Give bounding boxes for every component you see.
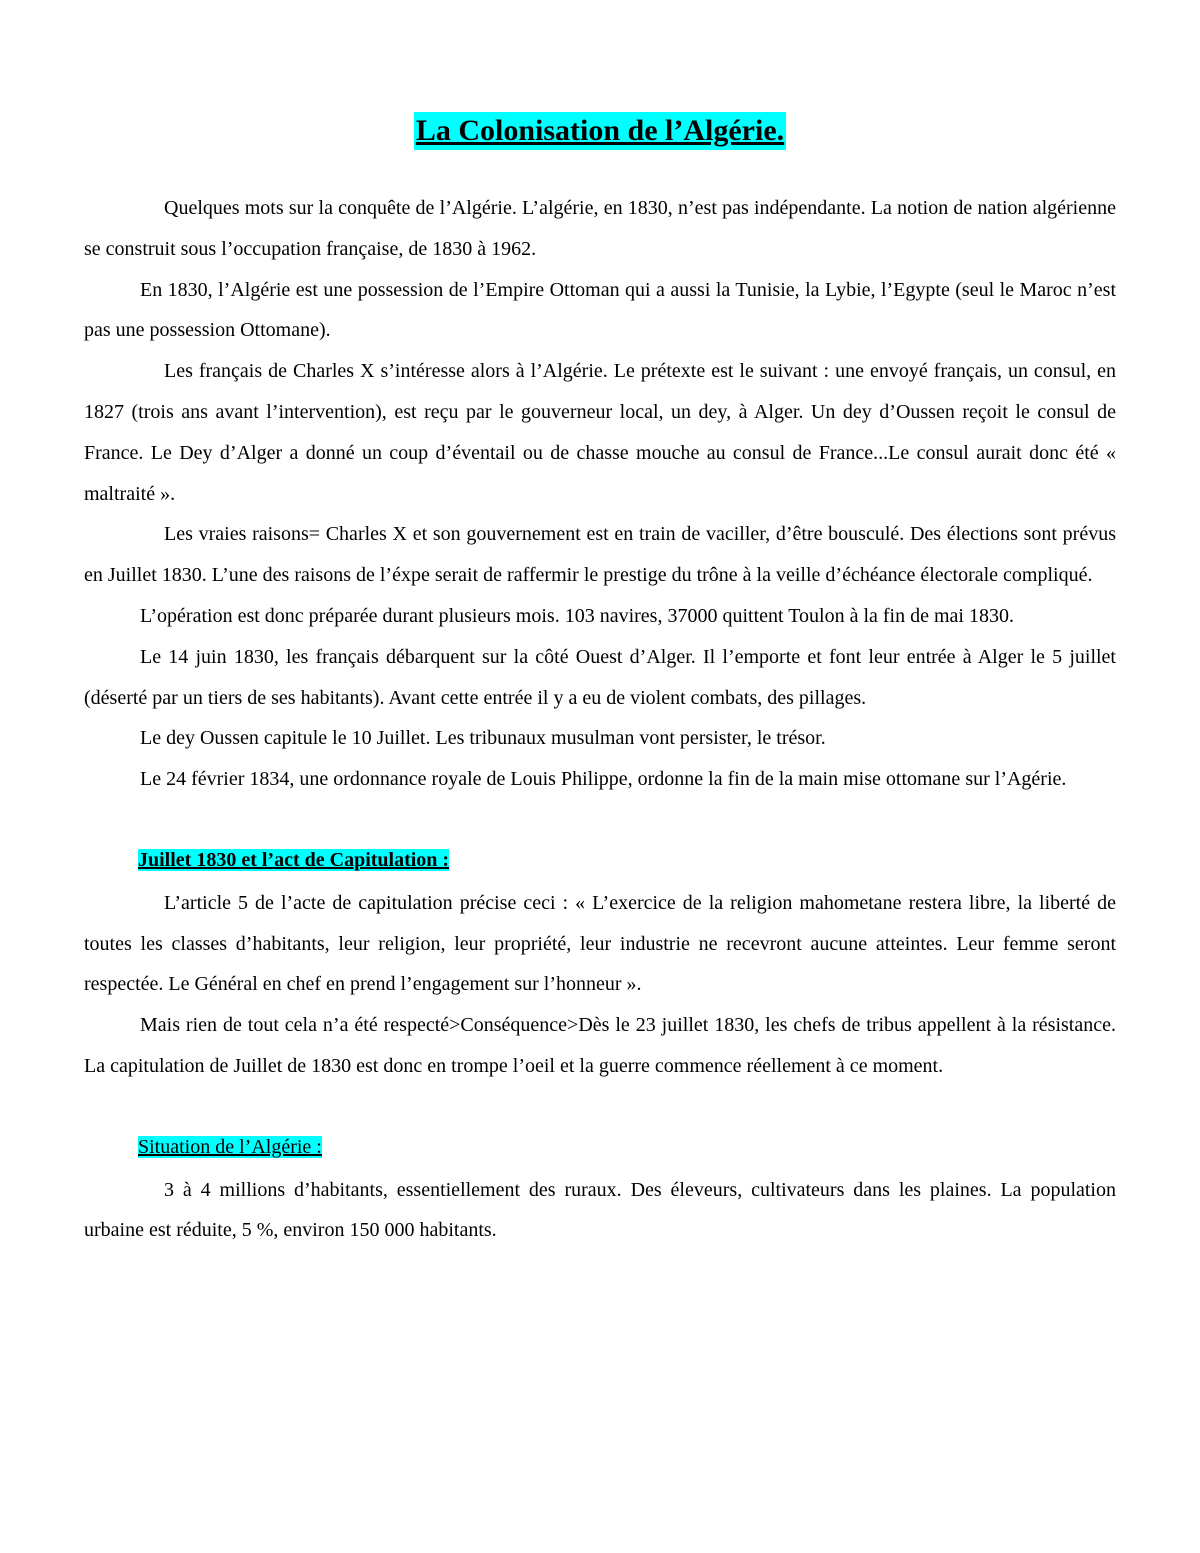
intro-paragraph-2: En 1830, l’Algérie est une possession de l’Empire Ottoman qui a aussi la Tunisie, la Lybie, l’Egypte (seul le Maroc n’est pas une possession Ottomane). <box>84 278 1116 342</box>
intro-paragraph-3: Les français de Charles X s’intéresse alors à l’Algérie. Le prétexte est le suivant : une envoyé français, un consul, en 1827 (trois ans avant l’intervention), est reçu par le gouverneur local, un dey, à Alger. Un dey d’Oussen reçoit le consul de France. Le Dey d’Alger a donné un coup d’éventail ou de chasse mouche au consul de France...Le consul aurait donc été « maltraité ». <box>84 360 1116 505</box>
intro-paragraph-4: Les vraies raisons= Charles X et son gouvernement est en train de vaciller, d’être bousculé. Des élections sont prévus en Juillet 1830. L’une des raisons de l’éxpe serait de raffermir le prestige du trône à la veille d’échéance électorale compliqué. <box>84 523 1116 587</box>
situation-paragraph-1: 3 à 4 millions d’habitants, essentiellement des ruraux. Des éleveurs, cultivateurs dans les plaines. La population urbaine est réduite, 5 %, environ 150 000 habitants. <box>84 1178 1116 1242</box>
capitulation-paragraph-1: L’article 5 de l’acte de capitulation précise ceci : « L’exercice de la religion mahometane restera libre, la liberté de toutes les classes d’habitants, leur religion, leur propriété, leur industrie ne recevront aucune atteintes. Leur femme seront respectée. Le Général en chef en prend l’engagement sur l’honneur ». <box>84 891 1116 996</box>
intro-paragraph-6: Le 14 juin 1830, les français débarquent sur la côté Ouest d’Alger. Il l’emporte et font leur entrée à Alger le 5 juillet (déserté par un tiers de ses habitants). Avant cette entrée il y a eu de violent combats, des pillages. <box>84 645 1116 709</box>
title-container <box>84 112 1116 150</box>
section-heading-capitulation: Juillet 1830 et l’act de Capitulation : <box>138 848 450 871</box>
intro-paragraph-7: Le dey Oussen capitule le 10 Juillet. Les tribunaux musulman vont persister, le trésor. <box>140 727 826 750</box>
intro-paragraph-5: L’opération est donc préparée durant plusieurs mois. 103 navires, 37000 quittent Toulon à la fin de mai 1830. <box>140 604 1014 627</box>
section-heading-capitulation-container <box>84 840 1116 883</box>
section-heading-situation: Situation de l’Algérie : <box>138 1135 322 1158</box>
intro-paragraph-8: Le 24 février 1834, une ordonnance royale de Louis Philippe, ordonne la fin de la main mise ottomane sur l’Agérie. <box>140 768 1067 791</box>
capitulation-paragraph-2: Mais rien de tout cela n’a été respecté>Conséquence>Dès le 23 juillet 1830, les chefs de tribus appellent à la résistance. La capitulation de Juillet de 1830 est donc en trompe l’oeil et la guerre commence réellement à ce moment. <box>84 1014 1116 1077</box>
document-page <box>84 112 1116 1251</box>
section-heading-situation-container <box>84 1127 1116 1170</box>
page-title: La Colonisation de l’Algérie. <box>414 112 786 150</box>
intro-paragraph-1: Quelques mots sur la conquête de l’Algérie. L’algérie, en 1830, n’est pas indépendante. La notion de nation algérienne se construit sous l’occupation française, de 1830 à 1962. <box>84 197 1116 260</box>
